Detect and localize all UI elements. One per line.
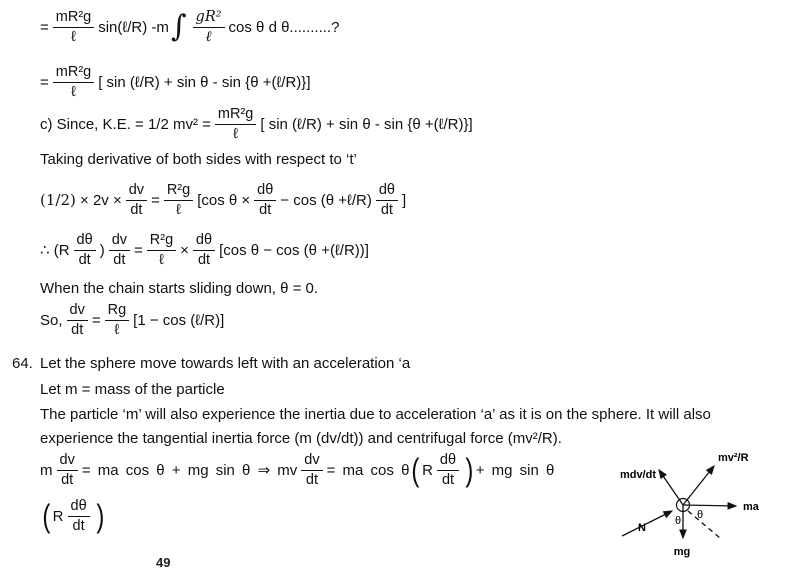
- fraction-dv-dt: [57, 452, 78, 488]
- equation-text: ]: [401, 191, 407, 209]
- open-paren: (: [42, 498, 51, 535]
- label-ma: ma: [743, 501, 759, 513]
- equation-text: ): [99, 241, 105, 259]
- times-sign: ×: [180, 241, 189, 259]
- normal-force-arrow: [622, 511, 672, 536]
- fraction-denominator: dt: [380, 201, 393, 218]
- equation-line-1: [40, 9, 339, 45]
- equation-text: cos θ d θ..........?: [228, 18, 340, 36]
- fraction-denominator: dt: [197, 251, 211, 268]
- fraction-numerator: mR²g: [53, 9, 94, 28]
- page-number-clipped: [156, 554, 171, 570]
- fraction-numerator: Rg: [105, 302, 130, 321]
- equation-line-2: [40, 64, 310, 100]
- equation-line-force: [40, 452, 554, 488]
- fraction-numerator: dθ: [376, 182, 398, 201]
- fraction-denominator: ℓ: [205, 28, 212, 45]
- equation-text: c) Since, K.E. = 1/2 mv² =: [40, 115, 211, 133]
- fraction-denominator: dt: [259, 201, 272, 218]
- problem-64-header: [12, 355, 410, 372]
- equation-text: [ sin (ℓ/R) + sin θ - sin {θ +(ℓ/R)}]: [260, 115, 473, 133]
- equation-text: R: [52, 507, 64, 525]
- fraction-numerator: dv: [126, 182, 147, 201]
- page-number-text: 49: [156, 555, 171, 570]
- fraction-denominator: dt: [72, 517, 85, 534]
- equation-text: m: [40, 461, 53, 479]
- fraction-dtheta-dt: [437, 452, 459, 488]
- label-tangential: mdv/dt: [619, 469, 656, 481]
- equation-text: [ sin (ℓ/R) + sin θ - sin {θ +(ℓ/R)}]: [98, 73, 311, 91]
- fraction-denominator: ℓ: [71, 83, 76, 100]
- fraction-dtheta-dt: [74, 232, 96, 268]
- fraction-denominator: ℓ: [176, 201, 181, 218]
- fraction-numerator: R²g: [147, 232, 176, 251]
- inertia-force-arrow: [683, 505, 736, 506]
- equation-text: R: [422, 461, 433, 479]
- force-diagram: [612, 438, 784, 560]
- equation-line-therefore: [40, 232, 369, 268]
- problem-64-paragraph: The particle ‘m’ will also experience the inertia due to acceleration ‘a’ as it is on the sphere. It will also experience the tangential inertia force (m (dv/dt)) and centrifugal force (mv²/R).: [40, 406, 711, 447]
- fraction-numerator: dθ: [74, 232, 96, 251]
- equation-text: [1 − cos (ℓ/R)]: [133, 311, 225, 329]
- equals-sign: =: [40, 73, 49, 91]
- label-centrifugal: mv²/R: [718, 452, 749, 464]
- fraction-numerator: dv: [109, 232, 130, 251]
- fraction-numerator: gR²: [193, 9, 225, 28]
- equation-text: = ma cos θ: [326, 461, 410, 479]
- fraction-Rg-over-l: [105, 302, 130, 338]
- equation-text: sin(ℓ/R) -m: [98, 18, 169, 36]
- equals-sign: =: [40, 18, 49, 36]
- equals-sign: =: [134, 241, 143, 259]
- close-paren: ): [465, 452, 474, 489]
- fraction-dv-dt: [301, 452, 322, 488]
- fraction-numerator: dθ: [254, 182, 276, 201]
- open-paren: (: [411, 452, 420, 489]
- fraction-mR2g-over-l: [215, 106, 256, 142]
- fraction-denominator: dt: [71, 321, 84, 338]
- fraction-dtheta-dt: [376, 182, 398, 218]
- fraction-R2g-over-l: [164, 182, 193, 218]
- derivative-note: Taking derivative of both sides with respect to ‘t’: [40, 151, 357, 168]
- centrifugal-arrow: [683, 466, 714, 505]
- fraction-mR2g-over-l: [53, 9, 94, 45]
- integral-icon: ∫: [170, 9, 187, 45]
- equation-text: = ma cos θ + mg sin θ ⇒ mv: [81, 461, 298, 479]
- equation-line-result: [40, 302, 224, 338]
- fraction-numerator: dθ: [68, 498, 90, 517]
- problem-text: Let the sphere move towards left with an acceleration ‘a: [40, 355, 411, 372]
- problem-64-line2: Let m = mass of the particle: [40, 381, 225, 398]
- fraction-numerator: R²g: [164, 182, 193, 201]
- equation-line-derivative: [40, 182, 406, 218]
- fraction-denominator: ℓ: [71, 28, 76, 45]
- equation-text: (1/2): [40, 190, 76, 209]
- radius-dashed-line: [688, 511, 720, 538]
- fraction-numerator: dθ: [193, 232, 215, 251]
- fraction-numerator: mR²g: [215, 106, 256, 125]
- equation-text: + mg sin θ: [475, 461, 555, 479]
- equation-text: [cos θ ×: [197, 191, 251, 209]
- problem-number: 64.: [12, 355, 33, 372]
- fraction-gR2-over-l: [193, 9, 225, 45]
- fraction-numerator: dv: [301, 452, 322, 471]
- fraction-denominator: dt: [113, 251, 126, 268]
- equals-sign: =: [91, 311, 101, 329]
- fraction-denominator: dt: [441, 471, 455, 488]
- equation-line-continuation: [40, 498, 106, 534]
- fraction-denominator: dt: [130, 201, 143, 218]
- equation-text: [cos θ − cos (θ +(ℓ/R))]: [219, 241, 369, 259]
- fraction-denominator: ℓ: [159, 251, 164, 268]
- equals-sign: =: [151, 191, 160, 209]
- fraction-numerator: dv: [67, 302, 88, 321]
- fraction-R2g-over-l: [147, 232, 176, 268]
- fraction-numerator: dv: [57, 452, 78, 471]
- fraction-dtheta-dt: [68, 498, 90, 534]
- close-paren: ): [95, 498, 104, 535]
- equation-text: ∴ (R: [40, 241, 70, 259]
- fraction-numerator: mR²g: [53, 64, 94, 83]
- fraction-dtheta-dt: [193, 232, 215, 268]
- equation-line-c: [40, 106, 473, 142]
- label-normal: N: [638, 522, 646, 534]
- label-theta-left: θ: [674, 515, 682, 527]
- fraction-denominator: dt: [61, 471, 74, 488]
- fraction-dtheta-dt: [254, 182, 276, 218]
- label-weight: mg: [673, 546, 691, 558]
- label-theta-right: θ: [696, 509, 704, 521]
- fraction-dv-dt: [126, 182, 147, 218]
- equation-text: So,: [40, 311, 63, 329]
- fraction-denominator: ℓ: [114, 321, 120, 338]
- fraction-dv-dt: [109, 232, 130, 268]
- fraction-denominator: dt: [78, 251, 91, 268]
- fraction-mR2g-over-l: [53, 64, 94, 100]
- fraction-dv-dt: [67, 302, 88, 338]
- fraction-denominator: ℓ: [233, 125, 238, 142]
- equation-text: − cos (θ +ℓ/R): [280, 191, 372, 209]
- fraction-denominator: dt: [305, 471, 318, 488]
- equation-text: × 2v ×: [75, 191, 122, 209]
- fraction-numerator: dθ: [437, 452, 459, 471]
- chain-note: When the chain starts sliding down, θ = 0.: [40, 280, 319, 297]
